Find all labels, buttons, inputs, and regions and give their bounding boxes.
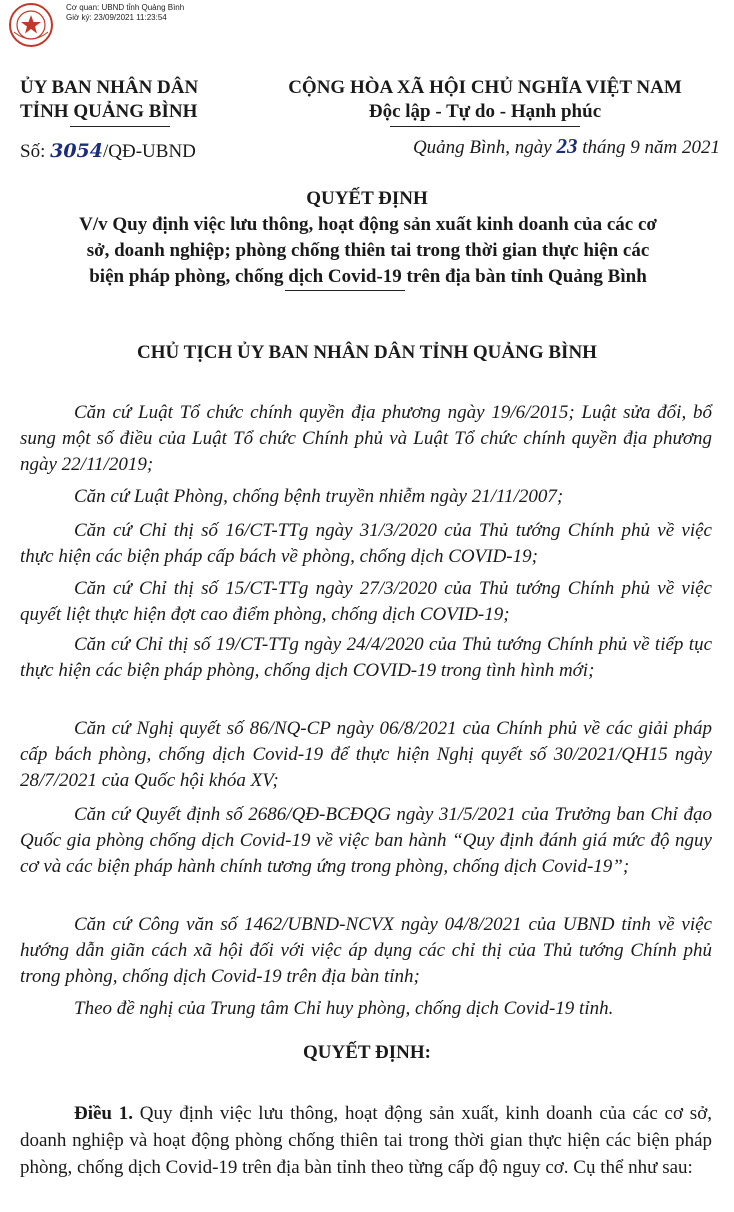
subject-line: biện pháp phòng, chống dịch Covid-19 trên địa bàn tỉnh Quảng Bình: [89, 266, 647, 287]
legal-basis-paragraph: [20, 518, 712, 570]
document-date: [300, 134, 720, 159]
digital-signature-info: [66, 3, 184, 23]
legal-basis-text: Căn cứ Chỉ thị số 16/CT-TTg ngày 31/3/2020 của Thủ tướng Chính phủ về việc thực hiện các biện pháp cấp bách về phòng, chống dịch COVID-19;: [20, 520, 712, 567]
legal-basis-text: Căn cứ Luật Tổ chức chính quyền địa phương ngày 19/6/2015; Luật sửa đổi, bổ sung một số điều của Luật Tổ chức Chính phủ và Luật Tổ chức chính quyền địa phương ngày 22/11/2019;: [20, 402, 712, 475]
signature-agency: Cơ quan: UBND tỉnh Quảng Bình: [66, 3, 185, 12]
legal-basis-text: Căn cứ Luật Phòng, chống bệnh truyền nhiễm ngày 21/11/2007;: [74, 486, 564, 507]
number-prefix: Số:: [20, 141, 51, 162]
document-number: [20, 140, 196, 163]
legal-basis-text: Căn cứ Công văn số 1462/UBND-NCVX ngày 04/8/2021 của UBND tỉnh về việc hướng dẫn giãn cách xã hội đối với việc áp dụng các chỉ thị của Thủ tướng Chính phủ trong phòng, chống dịch Covid-19 trên địa bàn tỉnh;: [20, 914, 712, 987]
legal-basis-paragraph: [20, 912, 712, 990]
legal-basis-paragraph: [20, 996, 712, 1022]
agency-line-1: ỦY BAN NHÂN DÂN: [20, 77, 199, 98]
issuing-agency: [20, 76, 230, 124]
national-name: CỘNG HÒA XÃ HỘI CHỦ NGHĨA VIỆT NAM: [288, 77, 682, 98]
decision-heading: QUYẾT ĐỊNH:: [303, 1042, 431, 1063]
legal-basis-paragraph: [20, 802, 712, 880]
authority-heading: CHỦ TỊCH ỦY BAN NHÂN DÂN TỈNH QUẢNG BÌNH: [137, 342, 597, 363]
legal-basis-paragraph: [20, 484, 712, 510]
subject-underline: [285, 290, 405, 291]
subject-line: V/v Quy định việc lưu thông, hoạt động sản xuất kinh doanh của các cơ: [79, 214, 657, 235]
legal-basis-text: Căn cứ Chỉ thị số 15/CT-TTg ngày 27/3/2020 của Thủ tướng Chính phủ về việc quyết liệt thực hiện đợt cao điểm phòng, chống dịch COVID-19;: [20, 578, 712, 625]
legal-basis-paragraph: [20, 400, 712, 478]
document-title: QUYẾT ĐỊNH: [306, 188, 428, 209]
agency-underline: [70, 126, 170, 127]
national-title: [250, 76, 720, 124]
legal-basis-text: Căn cứ Quyết định số 2686/QĐ-BCĐQG ngày 31/5/2021 của Trưởng ban Chỉ đạo Quốc gia phòng chống dịch Covid-19 về việc ban hành “Quy định đánh giá mức độ nguy cơ và các biện pháp hành chính tương ứng trong phòng, chống dịch Covid-19”;: [20, 804, 712, 877]
legal-basis-text: Căn cứ Chỉ thị số 19/CT-TTg ngày 24/4/2020 của Thủ tướng Chính phủ về tiếp tục thực hiện các biện pháp phòng, chống dịch COVID-19 trong tình hình mới;: [20, 634, 712, 681]
document-subject: [48, 212, 688, 290]
number-handwritten: 3054: [50, 140, 103, 162]
article-1-label: Điều 1.: [74, 1103, 134, 1124]
article-1: [20, 1100, 712, 1181]
date-prefix: Quảng Bình, ngày: [412, 137, 557, 158]
agency-line-2: TỈNH QUẢNG BÌNH: [20, 101, 198, 122]
legal-basis-text: Căn cứ Nghị quyết số 86/NQ-CP ngày 06/8/2021 của Chính phủ về các giải pháp cấp bách phòng, chống dịch Covid-19 để thực hiện Nghị quyết số 30/2021/QH15 ngày 28/7/2021 của Quốc hội khóa XV;: [20, 718, 712, 791]
motto-underline: [390, 126, 580, 127]
legal-basis-paragraph: [20, 632, 712, 684]
legal-basis-paragraph: [20, 716, 712, 794]
article-1-text: Quy định việc lưu thông, hoạt động sản xuất, kinh doanh của các cơ sở, doanh nghiệp và hoạt động phòng chống thiên tai trong thời gian thực hiện các biện pháp phòng, chống dịch Covid-19 trên địa bàn tỉnh theo từng cấp độ nguy cơ. Cụ thể như sau:: [20, 1103, 712, 1178]
date-day-handwritten: 23: [556, 134, 578, 158]
date-suffix: tháng 9 năm 2021: [577, 137, 720, 158]
number-suffix: /QĐ-UBND: [103, 141, 196, 162]
legal-basis-text: Theo đề nghị của Trung tâm Chỉ huy phòng, chống dịch Covid-19 tỉnh.: [74, 998, 614, 1019]
subject-line: sở, doanh nghiệp; phòng chống thiên tai trong thời gian thực hiện các: [86, 240, 650, 261]
legal-basis-paragraph: [20, 576, 712, 628]
national-motto: Độc lập - Tự do - Hạnh phúc: [368, 101, 602, 122]
seal-icon: [8, 2, 54, 48]
signature-time: Giờ ký: 23/09/2021 11:23:54: [66, 13, 167, 22]
